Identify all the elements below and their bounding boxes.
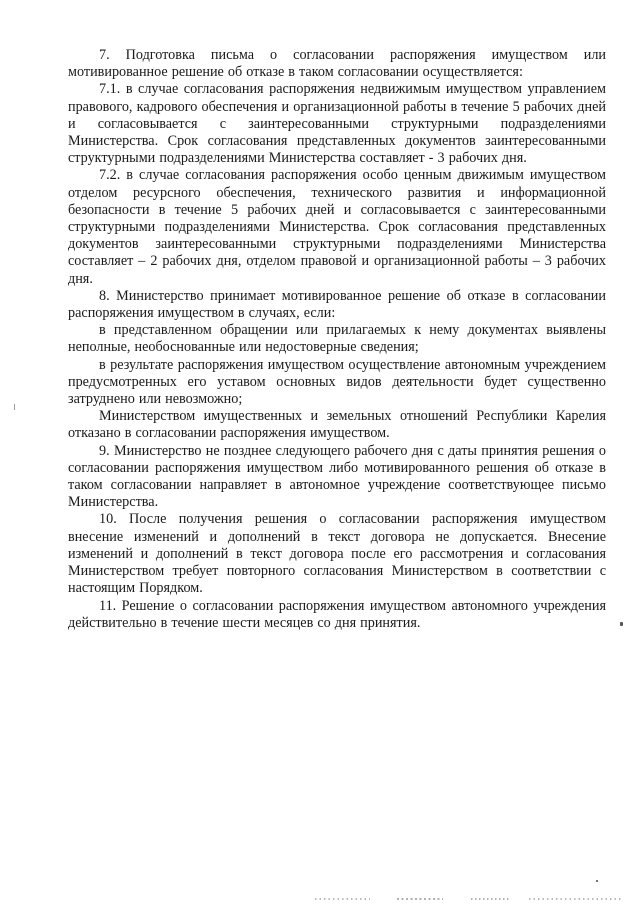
paragraph-10: 10. После получения решения о согласовании распоряжения имуществом внесение изменений и дополнений в текст договора не допускается. Внесение изменений и дополнений в текст договора после его рассмотрения и согласования Министерством требует повторного согласования Министерством в соответствии с настоящим Порядком. [68,511,606,597]
document-body [68,47,606,632]
paragraph-8-item-3: Министерством имущественных и земельных отношений Республики Карелия отказано в согласовании распоряжения имуществом. [68,408,606,442]
paragraph-9: 9. Министерство не позднее следующего рабочего дня с даты принятия решения о согласовании распоряжения имуществом либо мотивированного решения об отказе в таком согласовании направляет в автономное учреждение соответствующее письмо Министерства. [68,442,606,511]
paragraph-7-2: 7.2. в случае согласования распоряжения особо ценным движимым имуществом отделом ресурсного обеспечения, технического развития и информационной безопасности в течение 5 рабочих дней и согласовывается с заинтересованными структурными подразделениями Министерства. Срок согласования представленных документов заинтересованными структурными подразделениями Министерства составляет – 2 рабочих дня, отделом правовой и организационной работы – 3 рабочих дня. [68,167,606,287]
footer-scan-line [315,893,625,903]
paragraph-8-item-1: в представленном обращении или прилагаемых к нему документах выявлены неполные, необоснованные или недостоверные сведения; [68,322,606,356]
scan-speck-right [620,622,623,626]
scan-speck-bottom [596,880,598,882]
paragraph-7-1: 7.1. в случае согласования распоряжения недвижимым имуществом управлением правового, кадрового обеспечения и организационной работы в течение 5 рабочих дней и согласовывается с заинтересованными структурными подразделениями Министерства. Срок согласования представленных документов заинтересованными структурными подразделениями Министерства составляет - 3 рабочих дня. [68,81,606,167]
paragraph-8: 8. Министерство принимает мотивированное решение об отказе в согласовании распоряжения имуществом в случаях, если: [68,287,606,322]
paragraph-11: 11. Решение о согласовании распоряжения имуществом автономного учреждения действительно в течение шести месяцев со дня принятия. [68,597,606,631]
scan-speck-left [14,404,15,410]
paragraph-7: 7. Подготовка письма о согласовании распоряжения имуществом или мотивированное решение об отказе в таком согласовании осуществляется: [68,47,606,81]
paragraph-8-item-2: в результате распоряжения имуществом осуществление автономным учреждением предусмотренных его уставом основных видов деятельности будет существенно затруднено или невозможно; [68,356,606,408]
